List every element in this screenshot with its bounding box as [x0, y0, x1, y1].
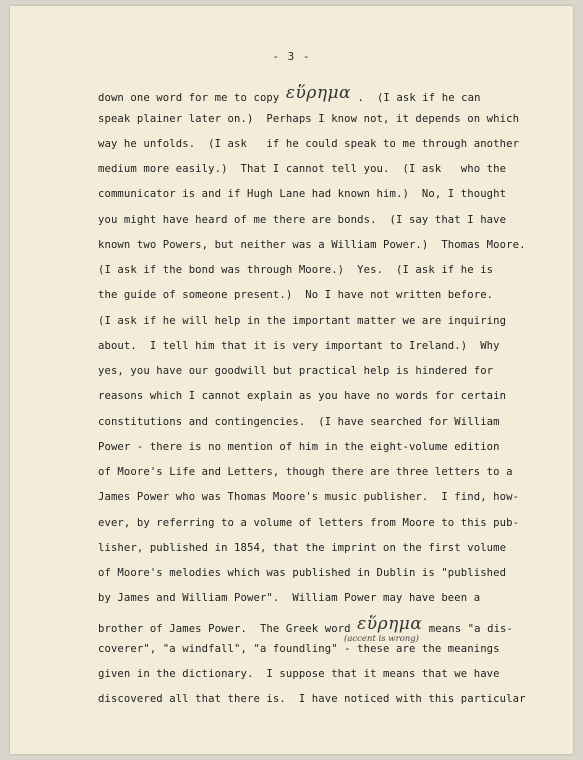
handwritten-greek-word: εὕρημα: [357, 614, 423, 634]
text-line: way he unfolds. (I ask if he could speak to me through another: [98, 138, 520, 150]
handwritten-annotation: (accent is wrong): [344, 634, 419, 644]
text-segment: down one word for me to copy: [98, 92, 280, 104]
text-segment: brother of James Power. The Greek word: [98, 623, 351, 635]
text-line: (I ask if he will help in the important matter we are inquiring: [98, 315, 507, 327]
text-line: of Moore's melodies which was published in Dublin is "published: [98, 567, 507, 579]
document-page: [10, 6, 573, 754]
text-line: medium more easily.) That I cannot tell you. (I ask who the: [98, 163, 507, 175]
text-line: of Moore's Life and Letters, though there are three letters to a: [98, 466, 513, 478]
text-line: constitutions and contingencies. (I have searched for William: [98, 416, 500, 428]
text-line: you might have heard of me there are bonds. (I say that I have: [98, 214, 507, 226]
text-line: communicator is and if Hugh Lane had known him.) No, I thought: [98, 188, 507, 200]
text-line: discovered all that there is. I have noticed with this particular: [98, 693, 526, 705]
text-line: known two Powers, but neither was a William Power.) Thomas Moore.: [98, 239, 526, 251]
text-line: reasons which I cannot explain as you have no words for certain: [98, 390, 507, 402]
text-line: speak plainer later on.) Perhaps I know not, it depends on which: [98, 113, 520, 125]
text-segment: . (I ask if he can: [351, 92, 481, 104]
text-line: by James and William Power". William Power may have been a: [98, 592, 481, 604]
handwritten-greek-word: εὕρημα: [285, 83, 352, 103]
text-line: Power - there is no mention of him in the eight-volume edition: [98, 441, 500, 453]
text-line: coverer", "a windfall", "a foundling" - these are the meanings: [98, 643, 500, 655]
text-line: (I ask if the bond was through Moore.) Yes. (I ask if he is: [98, 264, 494, 276]
text-line: lisher, published in 1854, that the imprint on the first volume: [98, 542, 507, 554]
text-line: the guide of someone present.) No I have not written before.: [98, 289, 494, 301]
text-line: [98, 614, 514, 636]
text-line: ever, by referring to a volume of letters from Moore to this pub-: [98, 517, 520, 529]
text-line: James Power who was Thomas Moore's music publisher. I find, how-: [98, 491, 520, 503]
text-segment: means "a dis-: [422, 623, 514, 635]
text-line: about. I tell him that it is very important to Ireland.) Why: [98, 340, 500, 352]
text-line: [98, 83, 481, 105]
text-line: given in the dictionary. I suppose that it means that we have: [98, 668, 500, 680]
text-line: yes, you have our goodwill but practical help is hindered for: [98, 365, 494, 377]
page-number: - 3 -: [272, 50, 311, 63]
